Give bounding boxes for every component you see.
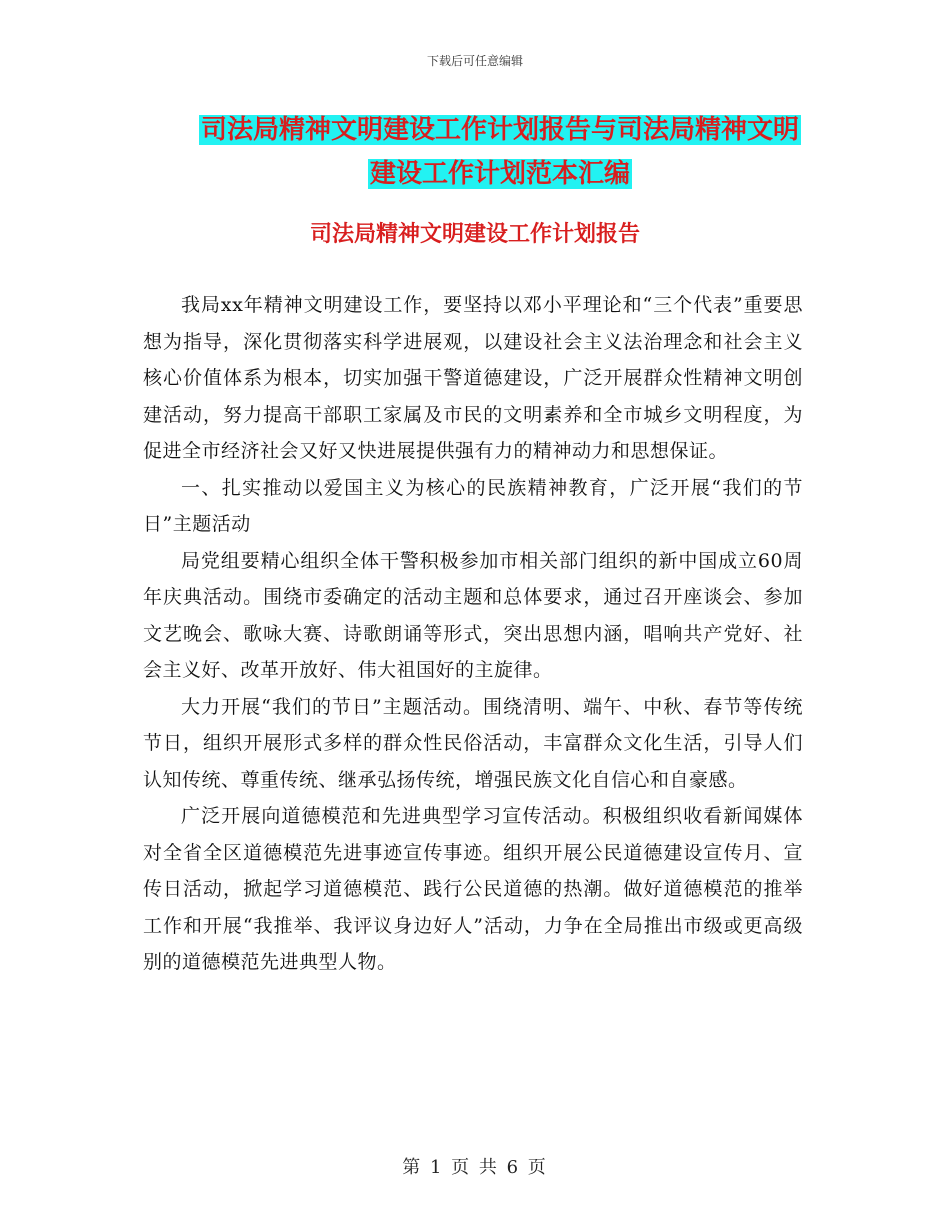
document-body (143, 287, 803, 981)
page-number-footer: 第 1 页 共 6 页 (402, 1157, 548, 1178)
section-title: 司法局精神文明建设工作计划报告 (309, 222, 640, 247)
document-title-line-1: 司法局精神文明建设工作计划报告与司法局精神文明 (200, 115, 799, 145)
document-title-line-2: 建设工作计划范本汇编 (369, 159, 630, 189)
paragraph: 一、扎实推动以爱国主义为核心的民族精神教育，广泛开展“我们的节日”主题活动 (143, 476, 803, 535)
paragraph: 我局xx年精神文明建设工作，要坚持以邓小平理论和“三个代表”重要思想为指导，深化贯彻落实科学进展观，以建设社会主义法治理念和社会主义核心价值体系为根本，切实加强干警道德建设，广泛开展群众性精神文明创建活动，努力提高干部职工家属及市民的文明素养和全市城乡文明程度，为促进全市经济社会又好又快进展提供强有力的精神动力和思想保证。 (143, 294, 803, 462)
paragraph: 大力开展“我们的节日”主题活动。围绕清明、端午、中秋、春节等传统节日，组织开展形式多样的群众性民俗活动，丰富群众文化生活，引导人们认知传统、尊重传统、继承弘扬传统，增强民族文化自信心和自豪感。 (143, 695, 803, 791)
header-note: 下载后可任意编辑 (426, 54, 523, 68)
paragraph: 局党组要精心组织全体干警积极参加市相关部门组织的新中国成立60周年庆典活动。围绕市委确定的活动主题和总体要求，通过召开座谈会、参加文艺晚会、歌咏大赛、诗歌朗诵等形式，突出思想内涵，唱响共产党好、社会主义好、改革开放好、伟大祖国好的主旋律。 (143, 549, 803, 681)
paragraph: 广泛开展向道德模范和先进典型学习宣传活动。积极组织收看新闻媒体对全省全区道德模范先进事迹宣传事迹。组织开展公民道德建设宣传月、宣传日活动，掀起学习道德模范、践行公民道德的热潮。做好道德模范的推举工作和开展“我推举、我评议身边好人”活动，力争在全局推出市级或更高级别的道德模范先进典型人物。 (143, 805, 803, 973)
document-title (150, 108, 850, 196)
